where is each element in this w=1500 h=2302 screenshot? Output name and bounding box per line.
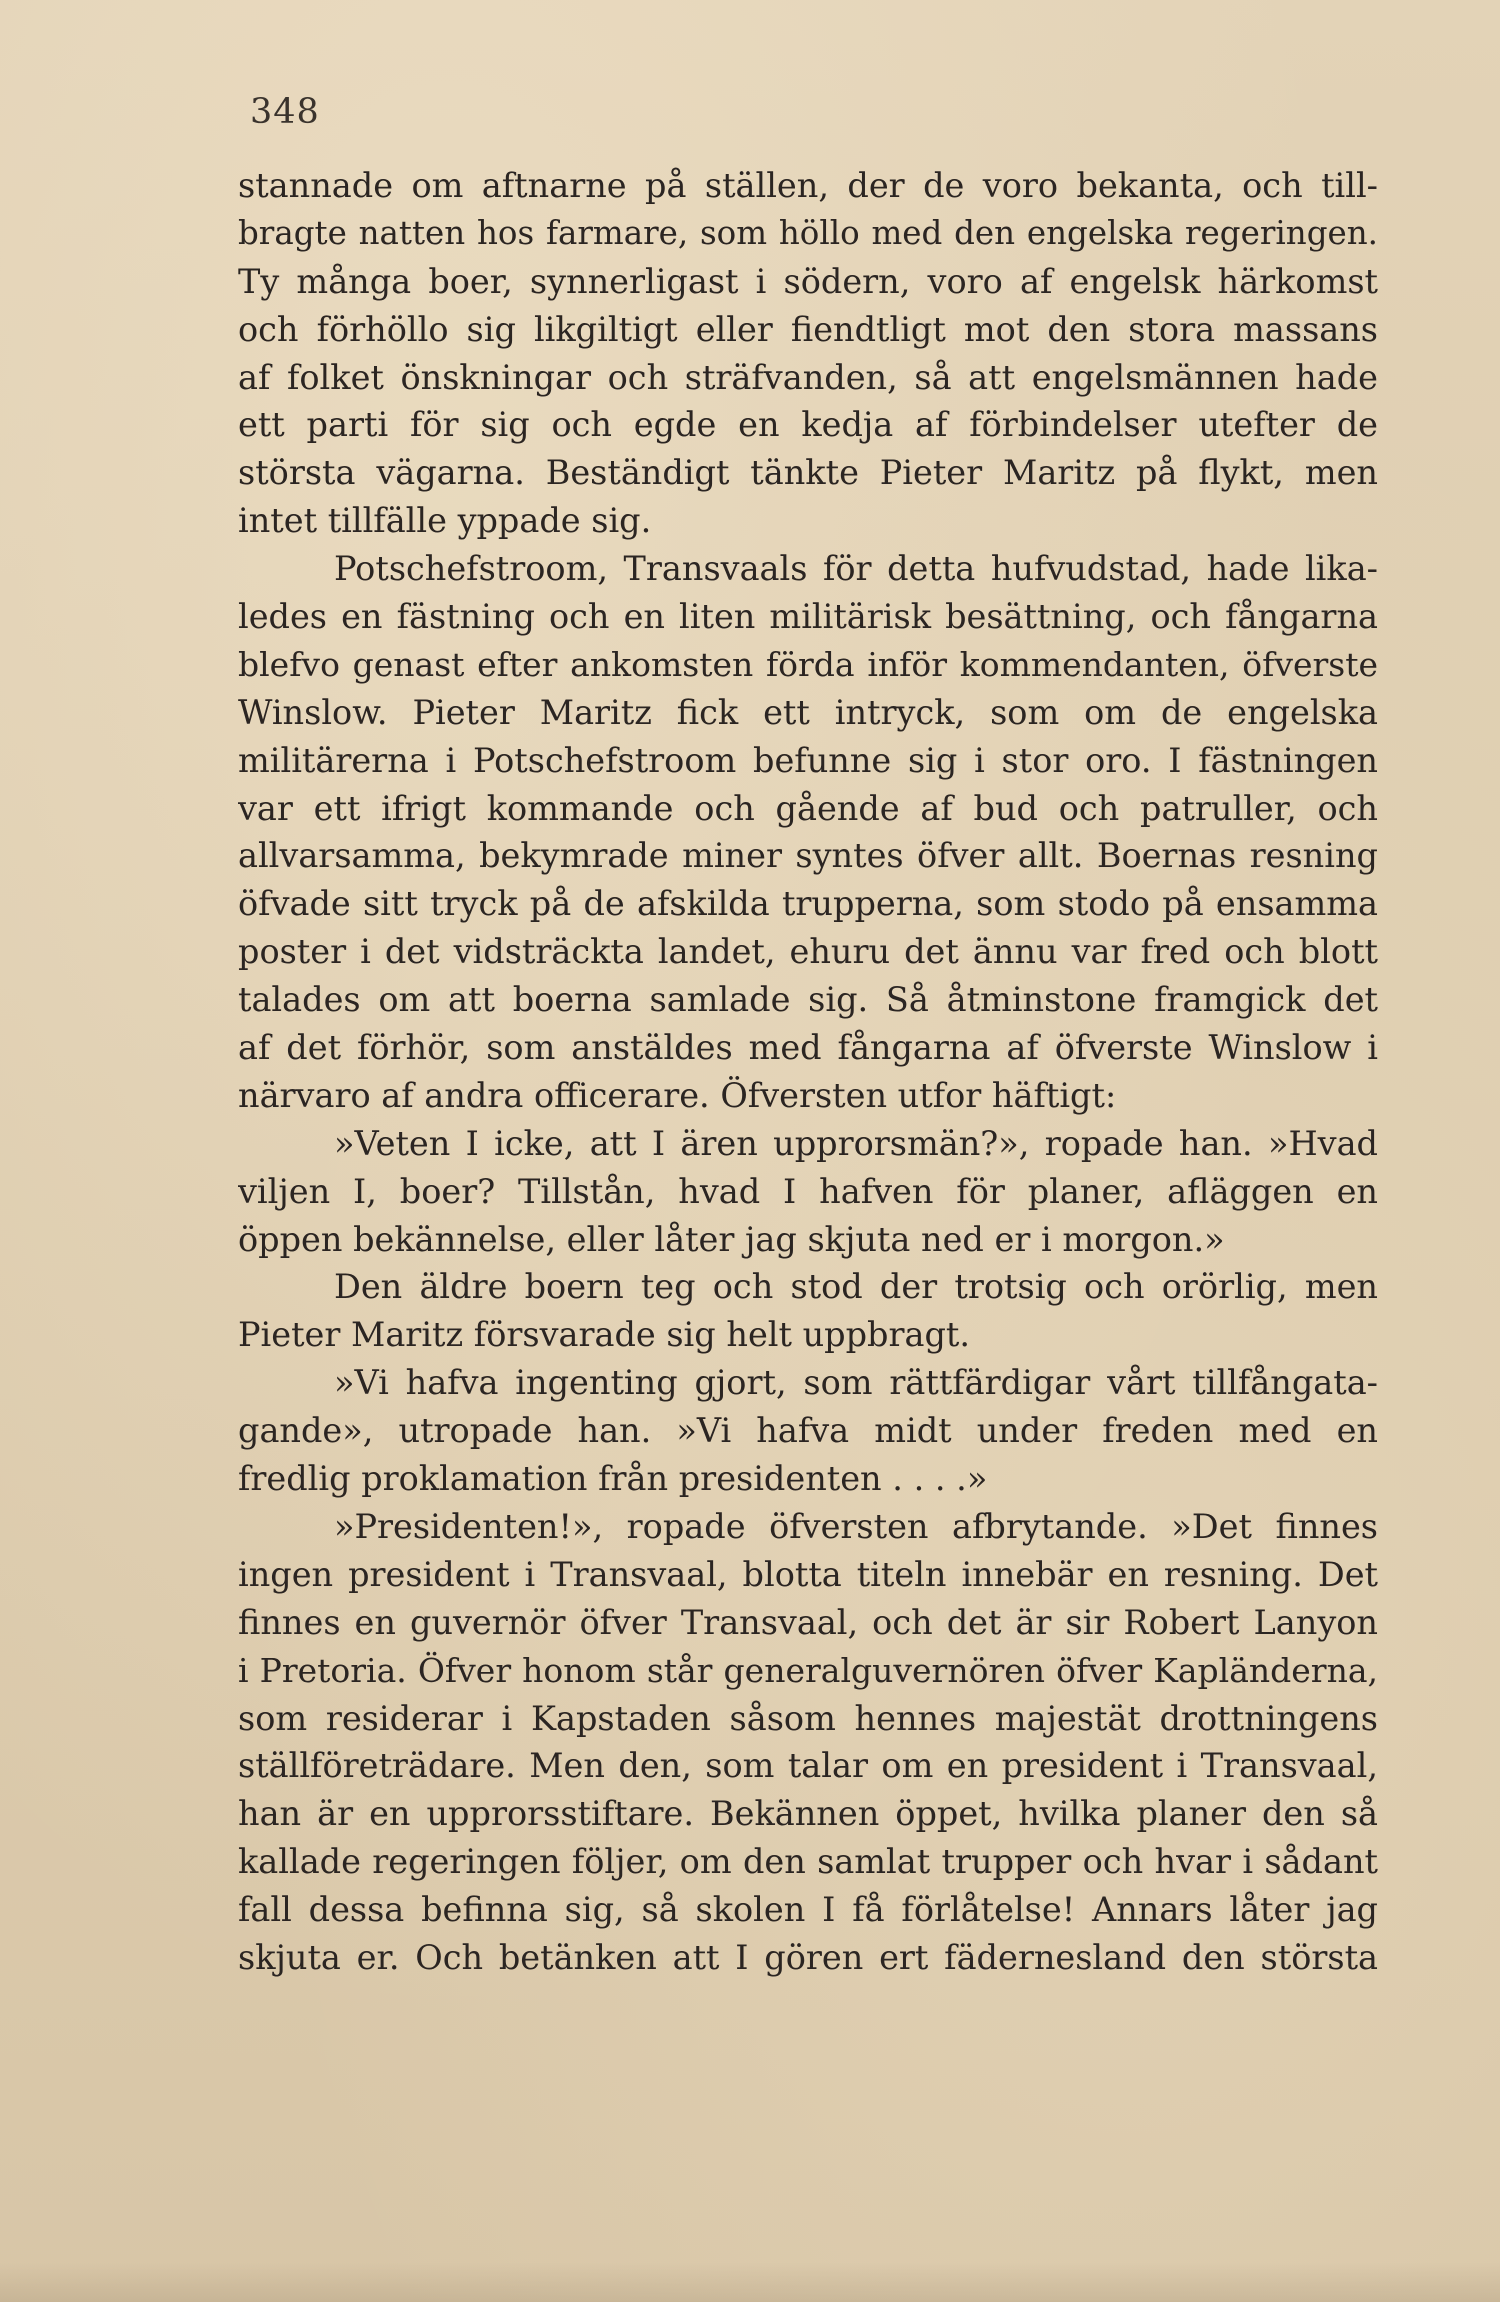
page-number: 348 <box>250 92 320 132</box>
text-line: Winslow. Pieter Maritz fick ett intryck, som om de engelska <box>238 692 1378 732</box>
text-line: viljen I, boer? Tillstån, hvad I hafven för planer, afläggen en <box>238 1171 1378 1211</box>
text-line: och förhöllo sig likgiltigt eller fiendtligt mot den stora massans <box>238 309 1378 349</box>
text-line: ledes en fästning och en liten militärisk besättning, och fångarna <box>238 597 1378 637</box>
body-text <box>238 162 1378 1982</box>
text-line: ett parti för sig och egde en kedja af förbindelser utefter de <box>238 405 1378 445</box>
text-line: ställföreträdare. Men den, som talar om en president i Transvaal, <box>238 1746 1378 1786</box>
text-line: Pieter Maritz försvarade sig helt uppbragt. <box>238 1315 971 1355</box>
text-line: fall dessa befinna sig, så skolen I få förlåtelse! Annars låter jag <box>238 1890 1378 1930</box>
text-line: intet tillfälle yppade sig. <box>238 501 652 541</box>
text-line: skjuta er. Och betänken att I gören ert fädernesland den största <box>238 1937 1378 1977</box>
text-line: i Pretoria. Öfver honom står generalguvernören öfver Kapländerna, <box>238 1650 1378 1690</box>
text-line: gande», utropade han. »Vi hafva midt under freden med en <box>238 1411 1378 1451</box>
text-line: bragte natten hos farmare, som höllo med den engelska regeringen. <box>238 213 1378 252</box>
text-line: han är en upprorsstiftare. Bekännen öppet, hvilka planer den så <box>238 1794 1378 1834</box>
text-line: kallade regeringen följer, om den samlat trupper och hvar i sådant <box>238 1842 1378 1882</box>
text-line: öfvade sitt tryck på de afskilda trupperna, som stodo på ensamma <box>238 884 1378 924</box>
text-line: af folket önskningar och sträfvanden, så att engelsmännen hade <box>238 357 1378 397</box>
text-line: talades om att boerna samlade sig. Så åtminstone framgick det <box>238 980 1378 1020</box>
text-line: poster i det vidsträckta landet, ehuru det ännu var fred och blott <box>238 932 1378 972</box>
text-line: stannade om aftnarne på ställen, der de voro bekanta, och till- <box>238 166 1378 205</box>
text-line: Den äldre boern teg och stod der trotsig och orörlig, men <box>334 1267 1378 1307</box>
text-line: »Vi hafva ingenting gjort, som rättfärdigar vårt tillfångata- <box>334 1363 1378 1403</box>
text-line: »Presidenten!», ropade öfversten afbrytande. »Det finnes <box>334 1506 1378 1546</box>
text-line: största vägarna. Beständigt tänkte Pieter Maritz på flykt, men <box>238 453 1378 493</box>
text-line: militärerna i Potschefstroom befunne sig i stor oro. I fästningen <box>238 740 1378 780</box>
text-line: som residerar i Kapstaden såsom hennes majestät drottningens <box>238 1698 1378 1738</box>
text-line: närvaro af andra officerare. Öfversten utfor häftigt: <box>238 1075 1117 1115</box>
text-line: ingen president i Transvaal, blotta titeln innebär en resning. Det <box>238 1554 1378 1594</box>
text-line: af det förhör, som anstäldes med fångarna af öfverste Winslow i <box>238 1028 1378 1068</box>
text-line: fredlig proklamation från presidenten . . . .» <box>238 1459 988 1499</box>
text-line: öppen bekännelse, eller låter jag skjuta ned er i morgon.» <box>238 1219 1225 1259</box>
text-line: Ty många boer, synnerligast i södern, voro af engelsk härkomst <box>238 261 1378 301</box>
text-line: allvarsamma, bekymrade miner syntes öfver allt. Boernas resning <box>238 836 1378 876</box>
page-bottom-edge <box>0 2262 1500 2302</box>
text-line: »Veten I icke, att I ären upprorsmän?», ropade han. »Hvad <box>334 1123 1378 1163</box>
text-line: var ett ifrigt kommande och gående af bud och patruller, och <box>238 788 1378 828</box>
text-line: finnes en guvernör öfver Transvaal, och det är sir Robert Lanyon <box>238 1602 1378 1642</box>
text-line: Potschefstroom, Transvaals för detta hufvudstad, hade lika- <box>334 549 1378 589</box>
text-line: blefvo genast efter ankomsten förda inför kommendanten, öfverste <box>238 644 1378 684</box>
